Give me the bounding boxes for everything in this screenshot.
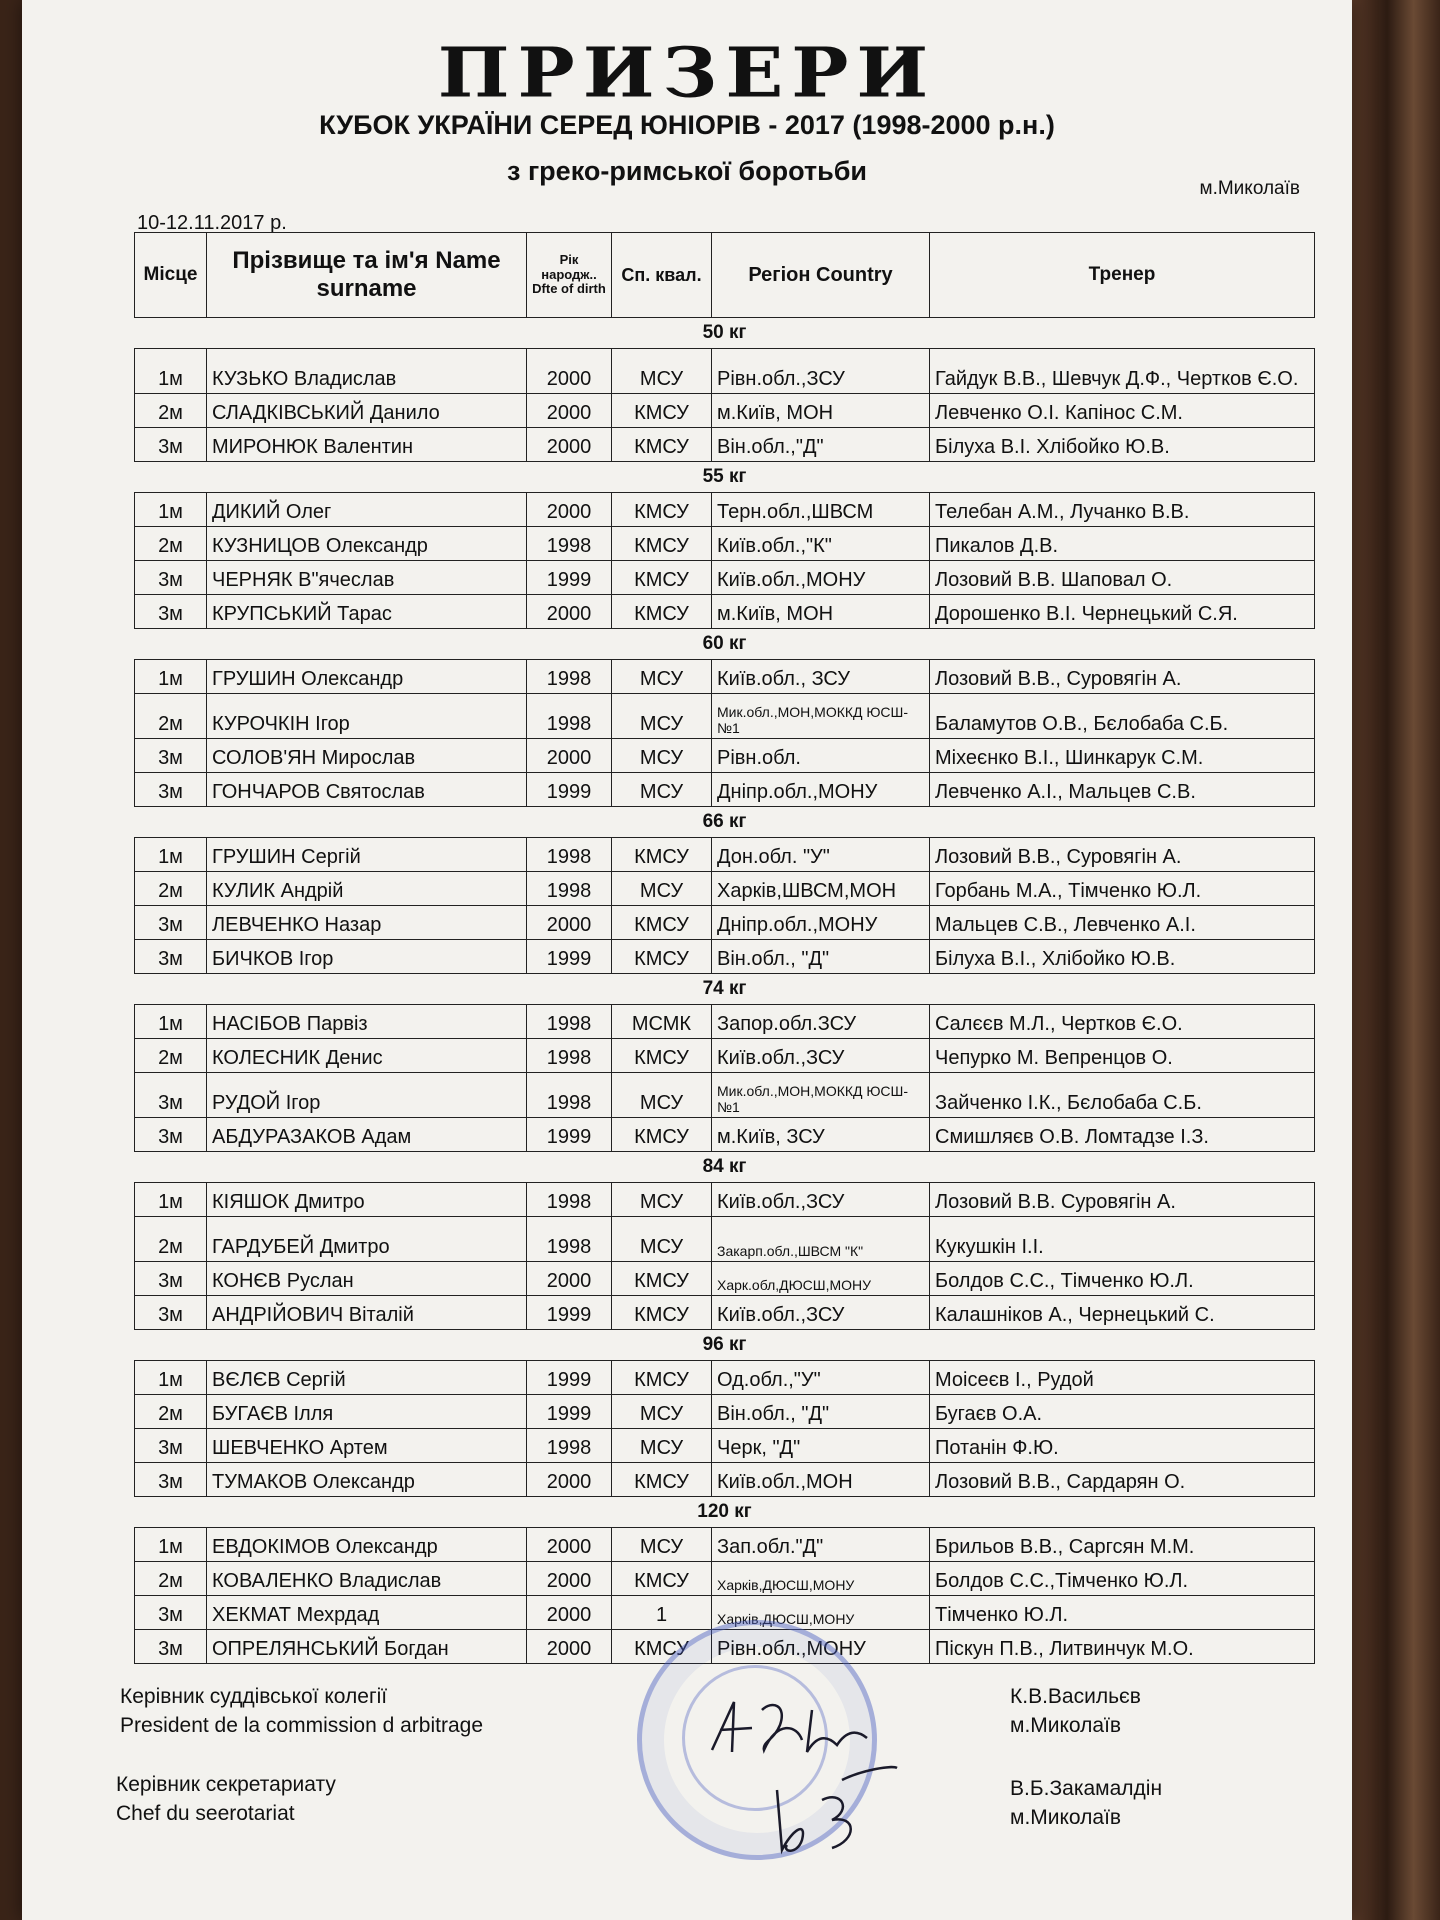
- cell-year: 2000: [527, 1463, 612, 1497]
- cell-year: 1998: [527, 872, 612, 906]
- cell-place: 2м: [135, 1395, 207, 1429]
- cell-year: 2000: [527, 1528, 612, 1562]
- cell-region: Київ.обл.,МОН: [712, 1463, 930, 1497]
- table-row: [135, 1429, 1315, 1463]
- cell-region: Од.обл.,"У": [712, 1361, 930, 1395]
- cell-year: 2000: [527, 1262, 612, 1296]
- cell-year: 2000: [527, 428, 612, 462]
- cell-coach: Салєєв М.Л., Чертков Є.О.: [930, 1005, 1315, 1039]
- cell-rank: МСУ: [612, 872, 712, 906]
- cell-region: Зап.обл."Д": [712, 1528, 930, 1562]
- table-row: [135, 1262, 1315, 1296]
- cell-region: Рівн.обл.: [712, 739, 930, 773]
- cell-place: 3м: [135, 1630, 207, 1664]
- cell-name: КУЛИК Андрій: [207, 872, 527, 906]
- cell-place: 1м: [135, 349, 207, 394]
- cell-coach: Білуха В.І. Хлібойко Ю.В.: [930, 428, 1315, 462]
- column-header-rank: Сп. квал.: [612, 233, 712, 318]
- cell-coach: Міхеєнко В.І., Шинкарук С.М.: [930, 739, 1315, 773]
- cell-place: 3м: [135, 1596, 207, 1630]
- secretary-title-fr: Chef du seerotariat: [116, 1802, 295, 1826]
- cell-year: 2000: [527, 394, 612, 428]
- cell-name: ТУМАКОВ Олександр: [207, 1463, 527, 1497]
- weight-category-label: 96 кг: [135, 1330, 1315, 1361]
- cell-coach: Лозовий В.В., Суровягін А.: [930, 838, 1315, 872]
- table-row: [135, 561, 1315, 595]
- cell-region: м.Київ, МОН: [712, 394, 930, 428]
- cell-region: Дніпр.обл.,МОНУ: [712, 773, 930, 807]
- cell-place: 1м: [135, 660, 207, 694]
- cell-name: КОВАЛЕНКО Владислав: [207, 1562, 527, 1596]
- event-city: м.Миколаїв: [1199, 178, 1300, 199]
- cell-year: 1998: [527, 1217, 612, 1262]
- cell-rank: КМСУ: [612, 595, 712, 629]
- cell-region: Закарп.обл.,ШВСМ "К": [712, 1217, 930, 1262]
- cell-region: Київ.обл., ЗСУ: [712, 660, 930, 694]
- cell-coach: Болдов С.С., Тімченко Ю.Л.: [930, 1262, 1315, 1296]
- cell-year: 1998: [527, 1039, 612, 1073]
- weight-category-label: 66 кг: [135, 807, 1315, 838]
- cell-region: Запор.обл.ЗСУ: [712, 1005, 930, 1039]
- weight-category-row: [135, 1497, 1315, 1528]
- secretary-title-ua: Керівник секретариату: [116, 1773, 336, 1796]
- cell-name: ШЕВЧЕНКО Артем: [207, 1429, 527, 1463]
- cell-year: 1998: [527, 838, 612, 872]
- results-table: [134, 232, 1315, 1664]
- weight-category-label: 84 кг: [135, 1152, 1315, 1183]
- table-row: [135, 527, 1315, 561]
- cell-year: 1999: [527, 773, 612, 807]
- cell-place: 3м: [135, 773, 207, 807]
- cell-name: ВЄЛЄВ Сергій: [207, 1361, 527, 1395]
- weight-category-label: 120 кг: [135, 1497, 1315, 1528]
- cell-name: ЧЕРНЯК В"ячеслав: [207, 561, 527, 595]
- cell-name: КУЗЬКО Владислав: [207, 349, 527, 394]
- cell-year: 1998: [527, 1073, 612, 1118]
- cell-place: 3м: [135, 906, 207, 940]
- cell-place: 3м: [135, 1118, 207, 1152]
- cell-rank: МСУ: [612, 1429, 712, 1463]
- column-header-year: Рік народж.. Dfte of dirth: [527, 233, 612, 318]
- judge-name: К.В.Васильєв: [1010, 1685, 1141, 1708]
- cell-name: ХЕКМАТ Мехрдад: [207, 1596, 527, 1630]
- weight-category-row: [135, 1330, 1315, 1361]
- cell-coach: Баламутов О.В., Бєлобаба С.Б.: [930, 694, 1315, 739]
- judge-title-block: [120, 1682, 483, 1741]
- judge-title-ua: Керівник суддівської колегії: [120, 1685, 388, 1708]
- cell-place: 3м: [135, 561, 207, 595]
- secretary-name: В.Б.Закамалдін: [1010, 1777, 1163, 1800]
- cell-coach: Левченко О.І. Капінос С.М.: [930, 394, 1315, 428]
- cell-place: 3м: [135, 1429, 207, 1463]
- cell-rank: КМСУ: [612, 1463, 712, 1497]
- weight-category-label: 60 кг: [135, 629, 1315, 660]
- cell-rank: МСМК: [612, 1005, 712, 1039]
- secretary-title-block: [116, 1770, 336, 1829]
- judge-city: м.Миколаїв: [1010, 1714, 1122, 1738]
- cell-rank: КМСУ: [612, 1118, 712, 1152]
- judge-title-fr: President de la commission d arbitrage: [120, 1714, 484, 1738]
- cell-place: 3м: [135, 739, 207, 773]
- cell-coach: Піскун П.В., Литвинчук М.О.: [930, 1630, 1315, 1664]
- table-row: [135, 838, 1315, 872]
- cell-place: 3м: [135, 1262, 207, 1296]
- table-row: [135, 595, 1315, 629]
- cell-place: 2м: [135, 1039, 207, 1073]
- cell-rank: КМСУ: [612, 1361, 712, 1395]
- cell-coach: Телебан А.М., Лучанко В.В.: [930, 493, 1315, 527]
- cell-coach: Гайдук В.В., Шевчук Д.Ф., Чертков Є.О.: [930, 349, 1315, 394]
- cell-rank: МСУ: [612, 1073, 712, 1118]
- cell-rank: КМСУ: [612, 527, 712, 561]
- table-row: [135, 940, 1315, 974]
- cell-year: 1999: [527, 561, 612, 595]
- cell-year: 1999: [527, 1361, 612, 1395]
- event-date: 10-12.11.2017 р.: [137, 212, 287, 234]
- table-row: [135, 1463, 1315, 1497]
- cell-place: 1м: [135, 1361, 207, 1395]
- cell-rank: КМСУ: [612, 1630, 712, 1664]
- cell-year: 1998: [527, 660, 612, 694]
- cell-place: 2м: [135, 694, 207, 739]
- cell-year: 1998: [527, 527, 612, 561]
- cell-rank: КМСУ: [612, 428, 712, 462]
- cell-coach: Лозовий В.В., Суровягін А.: [930, 660, 1315, 694]
- table-row: [135, 694, 1315, 739]
- document-subtitle: КУБОК УКРАЇНИ СЕРЕД ЮНІОРІВ - 2017 (1998-2000 р.н.): [319, 110, 1055, 140]
- cell-place: 2м: [135, 527, 207, 561]
- cell-name: ГАРДУБЕЙ Дмитро: [207, 1217, 527, 1262]
- cell-region: Він.обл., "Д": [712, 940, 930, 974]
- table-row: [135, 1361, 1315, 1395]
- weight-category-label: 74 кг: [135, 974, 1315, 1005]
- cell-name: НАСІБОВ Парвіз: [207, 1005, 527, 1039]
- table-row: [135, 773, 1315, 807]
- cell-region: Він.обл., "Д": [712, 1395, 930, 1429]
- cell-name: БУГАЄВ Ілля: [207, 1395, 527, 1429]
- cell-year: 1998: [527, 1183, 612, 1217]
- cell-year: 2000: [527, 906, 612, 940]
- cell-place: 1м: [135, 493, 207, 527]
- cell-place: 3м: [135, 595, 207, 629]
- cell-place: 2м: [135, 1562, 207, 1596]
- cell-region: Харків,ШВСМ,МОН: [712, 872, 930, 906]
- cell-region: Харків,ДЮСШ,МОНУ: [712, 1596, 930, 1630]
- cell-name: ЛЕВЧЕНКО Назар: [207, 906, 527, 940]
- cell-name: АНДРІЙОВИЧ Віталій: [207, 1296, 527, 1330]
- weight-category-row: [135, 974, 1315, 1005]
- weight-category-row: [135, 807, 1315, 838]
- cell-coach: Бугаєв О.А.: [930, 1395, 1315, 1429]
- cell-rank: КМСУ: [612, 838, 712, 872]
- table-row: [135, 1005, 1315, 1039]
- cell-year: 2000: [527, 1630, 612, 1664]
- weight-category-label: 55 кг: [135, 462, 1315, 493]
- cell-place: 3м: [135, 1463, 207, 1497]
- cell-coach: Калашніков А., Чернецький С.: [930, 1296, 1315, 1330]
- column-header-place: Місце: [135, 233, 207, 318]
- cell-year: 2000: [527, 595, 612, 629]
- table-row: [135, 428, 1315, 462]
- cell-region: Терн.обл.,ШВСМ: [712, 493, 930, 527]
- column-header-coach: Тренер: [930, 233, 1315, 318]
- table-row: [135, 394, 1315, 428]
- cell-region: Дніпр.обл.,МОНУ: [712, 906, 930, 940]
- cell-name: КОНЄВ Руслан: [207, 1262, 527, 1296]
- cell-name: СЛАДКІВСЬКИЙ Данило: [207, 394, 527, 428]
- cell-name: КУЗНИЦОВ Олександр: [207, 527, 527, 561]
- background-table-surface: [1352, 0, 1440, 1920]
- cell-coach: Лозовий В.В. Шаповал О.: [930, 561, 1315, 595]
- cell-name: ОПРЕЛЯНСЬКИЙ Богдан: [207, 1630, 527, 1664]
- cell-rank: КМСУ: [612, 1039, 712, 1073]
- judge-name-block: [1010, 1682, 1141, 1741]
- cell-coach: Смишляєв О.В. Ломтадзе І.З.: [930, 1118, 1315, 1152]
- cell-region: Харків,ДЮСШ,МОНУ: [712, 1562, 930, 1596]
- cell-coach: Болдов С.С.,Тімченко Ю.Л.: [930, 1562, 1315, 1596]
- table-row: [135, 493, 1315, 527]
- cell-coach: Моісеєв І., Рудой: [930, 1361, 1315, 1395]
- cell-place: 3м: [135, 1073, 207, 1118]
- cell-coach: Кукушкін І.І.: [930, 1217, 1315, 1262]
- cell-name: АБДУРАЗАКОВ Адам: [207, 1118, 527, 1152]
- table-row: [135, 1395, 1315, 1429]
- cell-coach: Тімченко Ю.Л.: [930, 1596, 1315, 1630]
- weight-category-row: [135, 462, 1315, 493]
- cell-year: 1998: [527, 1429, 612, 1463]
- cell-place: 1м: [135, 1005, 207, 1039]
- cell-region: Київ.обл.,ЗСУ: [712, 1039, 930, 1073]
- cell-name: КОЛЕСНИК Денис: [207, 1039, 527, 1073]
- cell-year: 2000: [527, 493, 612, 527]
- cell-rank: КМСУ: [612, 940, 712, 974]
- table-row: [135, 739, 1315, 773]
- cell-rank: КМСУ: [612, 1296, 712, 1330]
- weight-category-row: [135, 318, 1315, 349]
- weight-category-row: [135, 1152, 1315, 1183]
- cell-place: 2м: [135, 1217, 207, 1262]
- cell-name: СОЛОВ'ЯН Мирослав: [207, 739, 527, 773]
- weight-category-label: 50 кг: [135, 318, 1315, 349]
- cell-coach: Левченко А.І., Мальцев С.В.: [930, 773, 1315, 807]
- weight-category-row: [135, 629, 1315, 660]
- cell-rank: МСУ: [612, 773, 712, 807]
- cell-region: Київ.обл.,МОНУ: [712, 561, 930, 595]
- cell-region: Харк.обл,ДЮСШ,МОНУ: [712, 1262, 930, 1296]
- cell-coach: Дорошенко В.І. Чернецький С.Я.: [930, 595, 1315, 629]
- table-row: [135, 872, 1315, 906]
- cell-name: ГРУШИН Сергій: [207, 838, 527, 872]
- cell-rank: МСУ: [612, 1217, 712, 1262]
- cell-place: 3м: [135, 940, 207, 974]
- cell-rank: КМСУ: [612, 394, 712, 428]
- secretary-signature: [762, 1760, 902, 1870]
- cell-year: 1999: [527, 1296, 612, 1330]
- cell-coach: Чепурко М. Вепренцов О.: [930, 1039, 1315, 1073]
- cell-name: ЕВДОКІМОВ Олександр: [207, 1528, 527, 1562]
- cell-name: МИРОНЮК Валентин: [207, 428, 527, 462]
- cell-rank: КМСУ: [612, 906, 712, 940]
- table-row: [135, 1073, 1315, 1118]
- results-body: [135, 318, 1315, 1664]
- cell-rank: КМСУ: [612, 561, 712, 595]
- table-row: [135, 349, 1315, 394]
- cell-coach: Зайченко І.К., Бєлобаба С.Б.: [930, 1073, 1315, 1118]
- cell-rank: МСУ: [612, 694, 712, 739]
- document-title: ПРИЗЕРИ: [437, 32, 937, 113]
- cell-place: 2м: [135, 872, 207, 906]
- table-row: [135, 1528, 1315, 1562]
- document-discipline: з греко-римської боротьби: [507, 156, 867, 186]
- document-sheet: [22, 0, 1352, 1920]
- cell-name: ГРУШИН Олександр: [207, 660, 527, 694]
- cell-rank: МСУ: [612, 1528, 712, 1562]
- cell-name: БИЧКОВ Ігор: [207, 940, 527, 974]
- cell-coach: Брильов В.В., Саргсян М.М.: [930, 1528, 1315, 1562]
- cell-place: 2м: [135, 394, 207, 428]
- table-row: [135, 1118, 1315, 1152]
- cell-year: 2000: [527, 1596, 612, 1630]
- table-row: [135, 906, 1315, 940]
- table-row: [135, 1183, 1315, 1217]
- cell-name: КРУПСЬКИЙ Тарас: [207, 595, 527, 629]
- cell-place: 1м: [135, 1183, 207, 1217]
- cell-coach: Мальцев С.В., Левченко А.І.: [930, 906, 1315, 940]
- cell-year: 2000: [527, 739, 612, 773]
- cell-rank: 1: [612, 1596, 712, 1630]
- cell-region: Рівн.обл.,ЗСУ: [712, 349, 930, 394]
- secretary-name-block: [1010, 1774, 1162, 1833]
- table-row: [135, 1562, 1315, 1596]
- cell-place: 1м: [135, 838, 207, 872]
- cell-year: 1999: [527, 1395, 612, 1429]
- cell-place: 3м: [135, 428, 207, 462]
- cell-region: Київ.обл.,"К": [712, 527, 930, 561]
- cell-rank: КМСУ: [612, 493, 712, 527]
- cell-rank: МСУ: [612, 1395, 712, 1429]
- cell-year: 1999: [527, 940, 612, 974]
- cell-year: 2000: [527, 349, 612, 394]
- table-row: [135, 1039, 1315, 1073]
- cell-year: 1998: [527, 1005, 612, 1039]
- cell-name: ГОНЧАРОВ Святослав: [207, 773, 527, 807]
- cell-rank: КМСУ: [612, 1562, 712, 1596]
- table-header-row: [135, 233, 1315, 318]
- cell-year: 2000: [527, 1562, 612, 1596]
- cell-region: Київ.обл.,ЗСУ: [712, 1183, 930, 1217]
- cell-rank: МСУ: [612, 1183, 712, 1217]
- cell-name: ДИКИЙ Олег: [207, 493, 527, 527]
- cell-coach: Пикалов Д.В.: [930, 527, 1315, 561]
- cell-rank: КМСУ: [612, 1262, 712, 1296]
- cell-name: КУРОЧКІН Ігор: [207, 694, 527, 739]
- cell-rank: МСУ: [612, 349, 712, 394]
- cell-region: Черк, "Д": [712, 1429, 930, 1463]
- cell-year: 1998: [527, 694, 612, 739]
- cell-region: Дон.обл. "У": [712, 838, 930, 872]
- secretary-city: м.Миколаїв: [1010, 1806, 1122, 1830]
- cell-rank: МСУ: [612, 660, 712, 694]
- cell-coach: Горбань М.А., Тімченко Ю.Л.: [930, 872, 1315, 906]
- cell-year: 1999: [527, 1118, 612, 1152]
- cell-place: 3м: [135, 1296, 207, 1330]
- cell-rank: МСУ: [612, 739, 712, 773]
- cell-coach: Білуха В.І., Хлібойко Ю.В.: [930, 940, 1315, 974]
- column-header-name: Прізвище та ім'я Name surname: [207, 233, 527, 318]
- cell-region: м.Київ, ЗСУ: [712, 1118, 930, 1152]
- table-row: [135, 1217, 1315, 1262]
- column-header-region: Регіон Country: [712, 233, 930, 318]
- cell-region: Мик.обл.,МОН,МОККД ЮСШ-№1: [712, 1073, 930, 1118]
- judge-signature: [702, 1680, 872, 1770]
- cell-region: м.Київ, МОН: [712, 595, 930, 629]
- cell-region: Рівн.обл.,МОНУ: [712, 1630, 930, 1664]
- table-row: [135, 660, 1315, 694]
- cell-coach: Потанін Ф.Ю.: [930, 1429, 1315, 1463]
- cell-name: КІЯШОК Дмитро: [207, 1183, 527, 1217]
- cell-region: Мик.обл.,МОН,МОККД ЮСШ-№1: [712, 694, 930, 739]
- cell-region: Київ.обл.,ЗСУ: [712, 1296, 930, 1330]
- table-row: [135, 1296, 1315, 1330]
- cell-coach: Лозовий В.В., Сардарян О.: [930, 1463, 1315, 1497]
- cell-region: Він.обл.,"Д": [712, 428, 930, 462]
- cell-place: 1м: [135, 1528, 207, 1562]
- cell-name: РУДОЙ Ігор: [207, 1073, 527, 1118]
- cell-coach: Лозовий В.В. Суровягін А.: [930, 1183, 1315, 1217]
